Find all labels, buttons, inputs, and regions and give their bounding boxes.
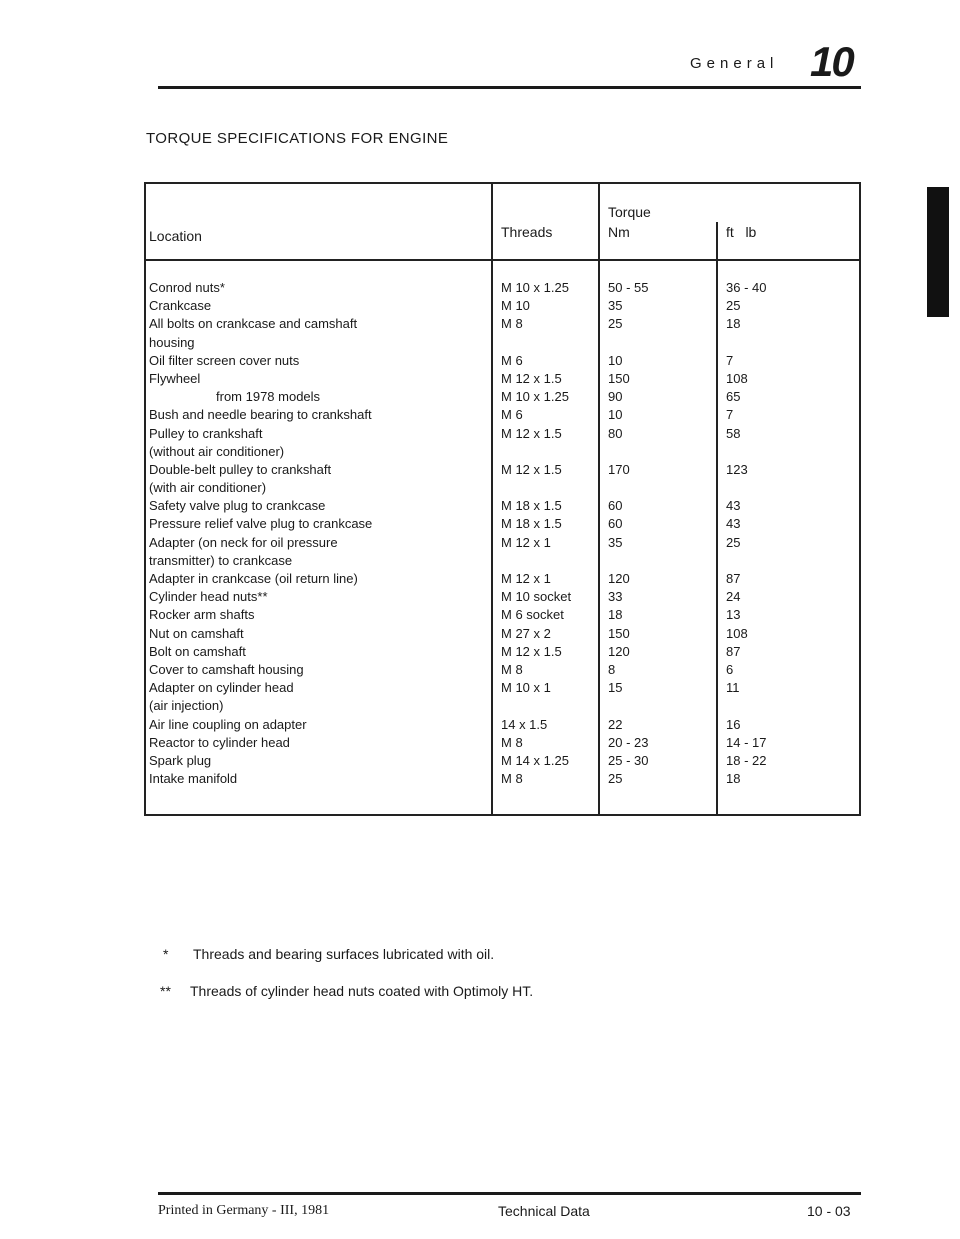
cell-torque-ftlb: 43 <box>726 516 741 532</box>
header-threads: Threads <box>501 224 553 240</box>
table-row <box>146 752 859 770</box>
cell-torque-ftlb: 108 <box>726 370 748 386</box>
header-rule <box>158 86 861 89</box>
cell-torque-ftlb: 13 <box>726 607 741 623</box>
cell-torque-nm: 15 <box>608 680 623 696</box>
cell-threads: M 10 x 1.25 <box>501 280 569 295</box>
cell-threads: M 12 x 1.5 <box>501 643 562 659</box>
cell-location: Cover to camshaft housing <box>149 661 304 677</box>
footer-section: Technical Data <box>498 1203 590 1219</box>
cell-location: Intake manifold <box>149 771 238 787</box>
footnote-mark: ** <box>160 983 171 999</box>
cell-torque-nm: 60 <box>608 498 623 514</box>
cell-threads: M 10 x 1 <box>501 680 551 696</box>
cell-threads: M 12 x 1.5 <box>501 370 562 386</box>
cell-location: (air injection) <box>149 698 224 714</box>
cell-torque-ftlb: 6 <box>726 661 734 677</box>
cell-torque-nm: 35 <box>608 298 623 314</box>
cell-torque-ftlb: 18 <box>726 771 741 787</box>
cell-threads: M 14 x 1.25 <box>501 752 569 768</box>
cell-torque-ftlb: 25 <box>726 534 741 550</box>
table-row <box>146 515 859 533</box>
table-row <box>146 570 859 588</box>
cell-torque-nm: 22 <box>608 716 623 732</box>
cell-torque-nm: 80 <box>608 425 623 441</box>
cell-location: Safety valve plug to crankcase <box>149 498 326 514</box>
table-row <box>146 697 859 715</box>
cell-threads: M 12 x 1.5 <box>501 425 562 441</box>
cell-torque-nm: 10 <box>608 407 623 423</box>
cell-location: Bolt on camshaft <box>149 643 246 659</box>
cell-threads: M 6 socket <box>501 607 564 623</box>
cell-threads: M 8 <box>501 734 523 750</box>
table-row <box>146 588 859 606</box>
table-row <box>146 461 859 479</box>
cell-location: housing <box>149 334 195 350</box>
table-row <box>146 370 859 388</box>
cell-location: Rocker arm shafts <box>149 607 255 623</box>
cell-torque-nm: 25 <box>608 771 623 787</box>
section-number: 10 <box>810 38 853 85</box>
cell-torque-nm: 35 <box>608 534 623 550</box>
cell-location: Cylinder head nuts** <box>149 589 268 605</box>
table-row <box>146 716 859 734</box>
table-row <box>146 406 859 424</box>
cell-location: from 1978 models <box>216 389 321 405</box>
table-row <box>146 606 859 624</box>
page-title: TORQUE SPECIFICATIONS FOR ENGINE <box>146 130 449 147</box>
cell-location: Flywheel <box>149 370 201 386</box>
table-row <box>146 443 859 461</box>
section-tab-marker <box>927 187 949 317</box>
cell-torque-nm: 120 <box>608 643 630 659</box>
cell-torque-ftlb: 11 <box>726 680 740 696</box>
cell-torque-ftlb: 87 <box>726 643 741 659</box>
cell-location: Pulley to crankshaft <box>149 425 263 441</box>
cell-threads: M 6 <box>501 407 523 423</box>
cell-threads: M 12 x 1 <box>501 534 551 550</box>
cell-location: Adapter (on neck for oil pressure <box>149 534 338 550</box>
cell-threads: 14 x 1.5 <box>501 716 548 732</box>
cell-torque-nm: 25 - 30 <box>608 752 649 768</box>
cell-torque-nm: 90 <box>608 389 623 405</box>
cell-torque-nm: 20 - 23 <box>608 734 649 750</box>
cell-threads: M 10 <box>501 298 530 314</box>
cell-torque-ftlb: 108 <box>726 625 748 641</box>
table-row <box>146 497 859 515</box>
cell-torque-ftlb: 24 <box>726 589 741 605</box>
table-row <box>146 534 859 552</box>
cell-threads: M 10 socket <box>501 589 572 605</box>
cell-location: Adapter on cylinder head <box>149 680 294 696</box>
cell-torque-nm: 50 - 55 <box>608 280 649 295</box>
cell-torque-nm: 120 <box>608 571 630 586</box>
cell-torque-nm: 170 <box>608 461 630 477</box>
cell-location: (without air conditioner) <box>149 443 285 459</box>
cell-torque-nm: 150 <box>608 370 630 386</box>
table-row <box>146 643 859 661</box>
cell-torque-ftlb: 36 - 40 <box>726 280 767 295</box>
table-row <box>146 388 859 406</box>
table-row <box>146 479 859 497</box>
section-label: General <box>690 55 779 72</box>
cell-torque-nm: 33 <box>608 589 623 605</box>
header-location: Location <box>149 228 202 244</box>
cell-torque-ftlb: 123 <box>726 461 748 477</box>
cell-torque-nm: 8 <box>608 661 616 677</box>
cell-location: Spark plug <box>149 752 212 768</box>
cell-location: Conrod nuts* <box>149 280 225 295</box>
cell-location: Adapter in crankcase (oil return line) <box>149 571 358 586</box>
cell-location: Bush and needle bearing to crankshaft <box>149 407 372 423</box>
cell-threads: M 12 x 1.5 <box>501 461 562 477</box>
torque-table <box>144 182 861 816</box>
footer-printed: Printed in Germany - III, 1981 <box>158 1203 330 1218</box>
cell-threads: M 6 <box>501 352 523 368</box>
table-row <box>146 625 859 643</box>
cell-torque-nm: 25 <box>608 316 623 332</box>
cell-threads: M 12 x 1 <box>501 571 551 586</box>
footnote-text: Threads and bearing surfaces lubricated with oil. <box>193 946 495 962</box>
cell-location: Oil filter screen cover nuts <box>149 352 300 368</box>
cell-torque-nm: 60 <box>608 516 623 532</box>
table-row <box>146 279 859 297</box>
footer-page-number: 10 - 03 <box>807 1203 851 1219</box>
footnote-text: Threads of cylinder head nuts coated with Optimoly HT. <box>190 983 534 999</box>
cell-torque-ftlb: 14 - 17 <box>726 734 767 750</box>
footer-rule <box>158 1192 861 1195</box>
cell-torque-ftlb: 25 <box>726 298 741 314</box>
table-row <box>146 734 859 752</box>
cell-threads: M 8 <box>501 661 523 677</box>
cell-location: Pressure relief valve plug to crankcase <box>149 516 373 532</box>
cell-location: Nut on camshaft <box>149 625 244 641</box>
cell-torque-ftlb: 43 <box>726 498 741 514</box>
cell-location: (with air conditioner) <box>149 480 267 496</box>
table-row <box>146 334 859 352</box>
cell-torque-nm: 18 <box>608 607 623 623</box>
cell-location: Double-belt pulley to crankshaft <box>149 461 332 477</box>
cell-torque-ftlb: 65 <box>726 389 741 405</box>
cell-torque-ftlb: 7 <box>726 407 734 423</box>
header-torque: Torque <box>608 204 651 220</box>
cell-torque-ftlb: 87 <box>726 571 741 586</box>
header-divider <box>146 259 859 261</box>
table-row <box>146 352 859 370</box>
table-body <box>146 279 859 788</box>
cell-torque-nm: 10 <box>608 352 623 368</box>
cell-torque-nm: 150 <box>608 625 630 641</box>
cell-threads: M 10 x 1.25 <box>501 389 569 405</box>
table-row <box>146 297 859 315</box>
table-row <box>146 315 859 333</box>
cell-torque-ftlb: 18 <box>726 316 741 332</box>
cell-torque-ftlb: 7 <box>726 352 734 368</box>
table-row <box>146 661 859 679</box>
table-row <box>146 679 859 697</box>
header-nm: Nm <box>608 224 630 240</box>
table-row <box>146 425 859 443</box>
table-row <box>146 770 859 788</box>
cell-location: transmitter) to crankcase <box>149 552 293 568</box>
table-row <box>146 552 859 570</box>
cell-location: All bolts on crankcase and camshaft <box>149 316 358 332</box>
cell-location: Reactor to cylinder head <box>149 734 290 750</box>
cell-threads: M 8 <box>501 771 523 787</box>
cell-location: Crankcase <box>149 298 212 314</box>
header-ftlb: ft lb <box>726 224 757 240</box>
cell-torque-ftlb: 16 <box>726 716 741 732</box>
cell-threads: M 18 x 1.5 <box>501 516 562 532</box>
cell-torque-ftlb: 58 <box>726 425 741 441</box>
footnote-mark: * <box>163 946 169 962</box>
cell-threads: M 8 <box>501 316 523 332</box>
cell-location: Air line coupling on adapter <box>149 716 307 732</box>
cell-threads: M 18 x 1.5 <box>501 498 562 514</box>
cell-threads: M 27 x 2 <box>501 625 551 641</box>
cell-torque-ftlb: 18 - 22 <box>726 752 767 768</box>
